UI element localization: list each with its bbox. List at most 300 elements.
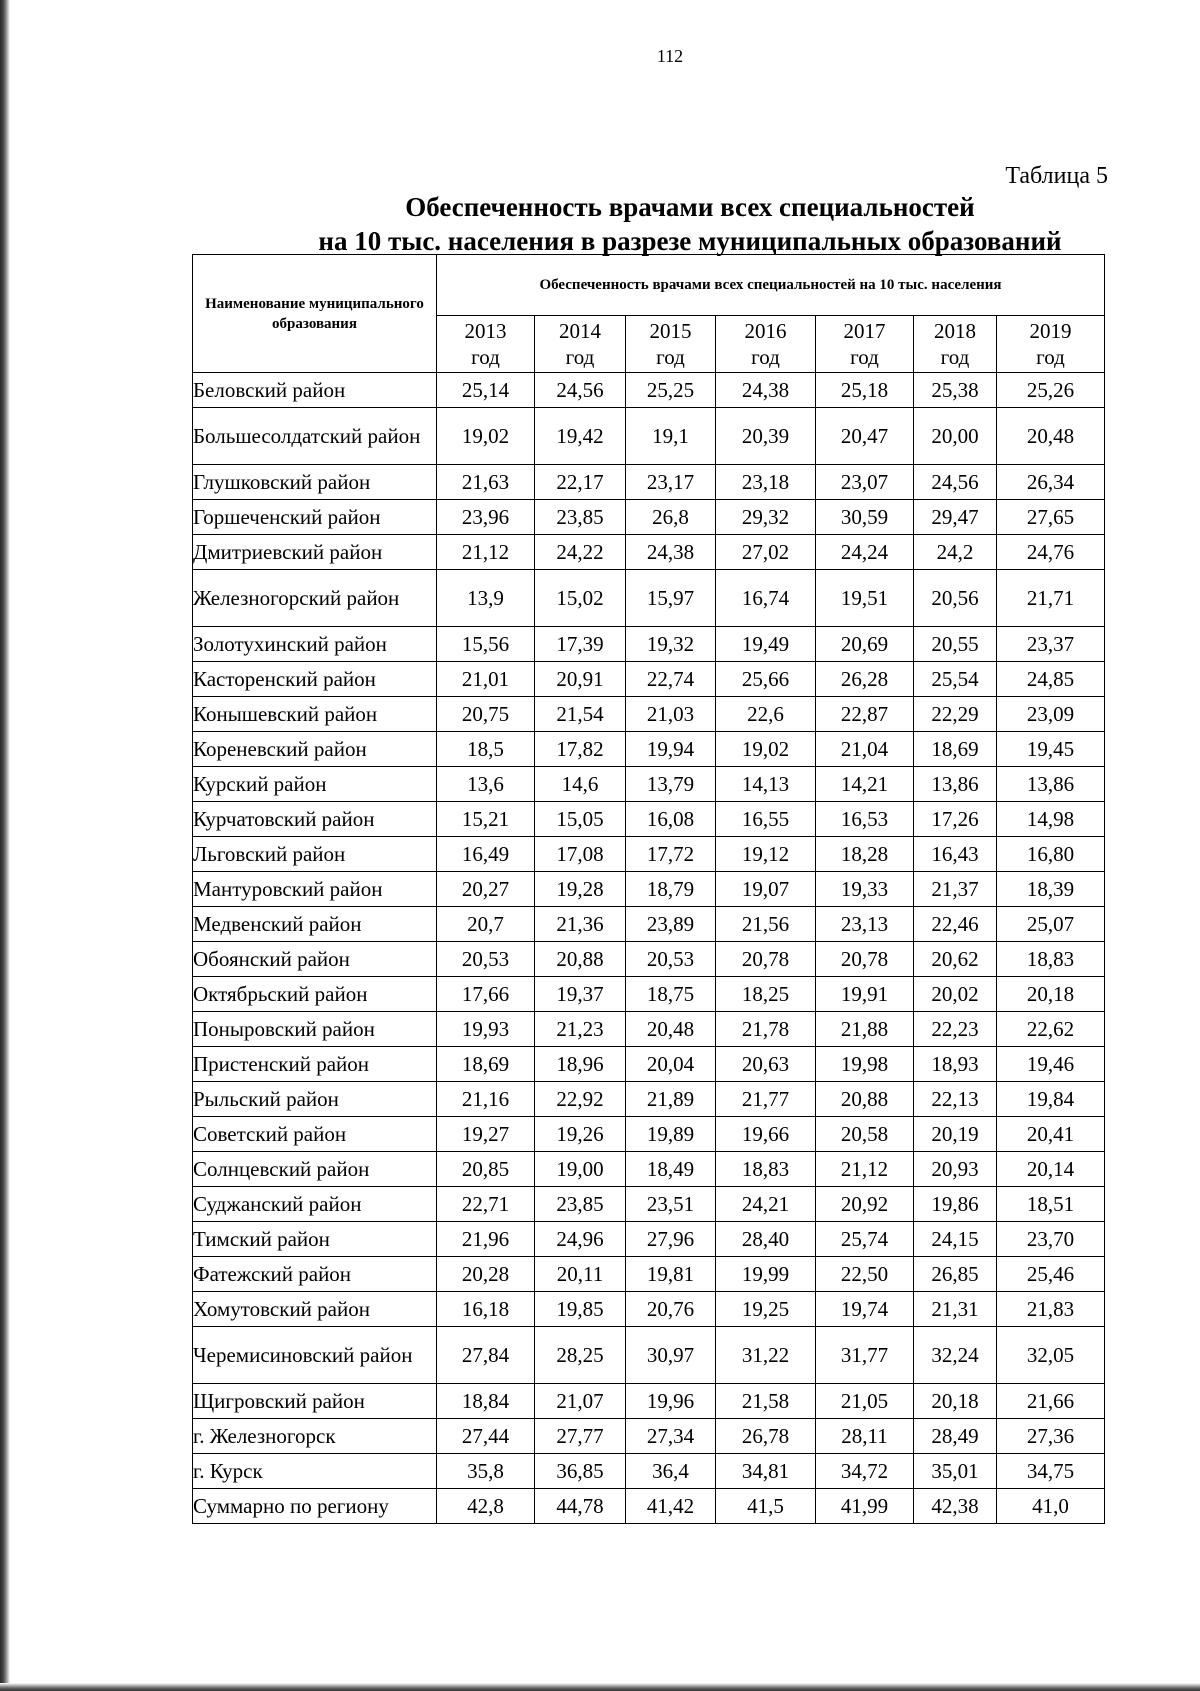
value-cell: 17,39 bbox=[535, 627, 626, 662]
municipality-name: Тимский район bbox=[193, 1222, 437, 1257]
value-cell: 18,5 bbox=[437, 732, 535, 767]
municipality-name: Рыльский район bbox=[193, 1082, 437, 1117]
year-label: 2015 bbox=[649, 319, 692, 343]
year-header-2015 bbox=[626, 316, 716, 373]
value-cell: 15,21 bbox=[437, 802, 535, 837]
value-cell: 24,96 bbox=[535, 1222, 626, 1257]
municipality-name: Медвенский район bbox=[193, 907, 437, 942]
table-row bbox=[193, 535, 1105, 570]
value-cell: 15,56 bbox=[437, 627, 535, 662]
table-row bbox=[193, 1292, 1105, 1327]
value-cell: 41,5 bbox=[716, 1489, 816, 1524]
value-cell: 26,8 bbox=[626, 500, 716, 535]
value-cell: 20,63 bbox=[716, 1047, 816, 1082]
value-cell: 18,28 bbox=[816, 837, 914, 872]
value-cell: 19,42 bbox=[535, 408, 626, 465]
municipality-name: Черемисиновский район bbox=[193, 1327, 437, 1384]
value-cell: 21,54 bbox=[535, 697, 626, 732]
value-cell: 22,50 bbox=[816, 1257, 914, 1292]
value-cell: 20,56 bbox=[914, 570, 997, 627]
document-title bbox=[240, 190, 1140, 258]
table-body bbox=[193, 373, 1105, 1524]
value-cell: 27,77 bbox=[535, 1419, 626, 1454]
table-row bbox=[193, 1257, 1105, 1292]
municipality-name: Октябрьский район bbox=[193, 977, 437, 1012]
value-cell: 18,75 bbox=[626, 977, 716, 1012]
value-cell: 19,96 bbox=[626, 1384, 716, 1419]
value-cell: 25,46 bbox=[997, 1257, 1105, 1292]
value-cell: 24,56 bbox=[535, 373, 626, 408]
value-cell: 22,13 bbox=[914, 1082, 997, 1117]
value-cell: 16,08 bbox=[626, 802, 716, 837]
value-cell: 20,78 bbox=[816, 942, 914, 977]
value-cell: 24,2 bbox=[914, 535, 997, 570]
value-cell: 19,91 bbox=[816, 977, 914, 1012]
value-cell: 19,74 bbox=[816, 1292, 914, 1327]
value-cell: 21,89 bbox=[626, 1082, 716, 1117]
value-cell: 27,44 bbox=[437, 1419, 535, 1454]
value-cell: 21,37 bbox=[914, 872, 997, 907]
municipality-name: Солнцевский район bbox=[193, 1152, 437, 1187]
municipality-name: г. Курск bbox=[193, 1454, 437, 1489]
municipality-name: Железногорский район bbox=[193, 570, 437, 627]
municipality-name: Поныровский район bbox=[193, 1012, 437, 1047]
value-cell: 19,37 bbox=[535, 977, 626, 1012]
value-cell: 20,75 bbox=[437, 697, 535, 732]
value-cell: 22,46 bbox=[914, 907, 997, 942]
value-cell: 28,40 bbox=[716, 1222, 816, 1257]
year-label: 2018 bbox=[934, 319, 976, 343]
table-row bbox=[193, 500, 1105, 535]
year-suffix: год bbox=[656, 345, 685, 369]
value-cell: 25,66 bbox=[716, 662, 816, 697]
year-header-2013 bbox=[437, 316, 535, 373]
value-cell: 19,84 bbox=[997, 1082, 1105, 1117]
value-cell: 19,89 bbox=[626, 1117, 716, 1152]
value-cell: 14,6 bbox=[535, 767, 626, 802]
value-cell: 15,05 bbox=[535, 802, 626, 837]
value-cell: 29,32 bbox=[716, 500, 816, 535]
value-cell: 34,75 bbox=[997, 1454, 1105, 1489]
value-cell: 25,74 bbox=[816, 1222, 914, 1257]
year-suffix: год bbox=[471, 345, 500, 369]
table-row bbox=[193, 1117, 1105, 1152]
value-cell: 19,99 bbox=[716, 1257, 816, 1292]
value-cell: 23,51 bbox=[626, 1187, 716, 1222]
value-cell: 15,97 bbox=[626, 570, 716, 627]
value-cell: 23,85 bbox=[535, 500, 626, 535]
municipality-name: Курский район bbox=[193, 767, 437, 802]
value-cell: 24,38 bbox=[716, 373, 816, 408]
value-cell: 41,0 bbox=[997, 1489, 1105, 1524]
year-header-2016 bbox=[716, 316, 816, 373]
value-cell: 13,86 bbox=[997, 767, 1105, 802]
value-cell: 34,81 bbox=[716, 1454, 816, 1489]
value-cell: 13,9 bbox=[437, 570, 535, 627]
value-cell: 19,28 bbox=[535, 872, 626, 907]
value-cell: 23,13 bbox=[816, 907, 914, 942]
value-cell: 20,53 bbox=[437, 942, 535, 977]
value-cell: 14,98 bbox=[997, 802, 1105, 837]
value-cell: 36,85 bbox=[535, 1454, 626, 1489]
table-row bbox=[193, 570, 1105, 627]
table-row bbox=[193, 697, 1105, 732]
municipality-name: Фатежский район bbox=[193, 1257, 437, 1292]
value-cell: 19,25 bbox=[716, 1292, 816, 1327]
value-cell: 20,88 bbox=[535, 942, 626, 977]
value-cell: 18,84 bbox=[437, 1384, 535, 1419]
value-cell: 20,92 bbox=[816, 1187, 914, 1222]
value-cell: 19,02 bbox=[716, 732, 816, 767]
table-row bbox=[193, 837, 1105, 872]
value-cell: 18,69 bbox=[437, 1047, 535, 1082]
value-cell: 21,36 bbox=[535, 907, 626, 942]
value-cell: 28,11 bbox=[816, 1419, 914, 1454]
value-cell: 35,01 bbox=[914, 1454, 997, 1489]
value-cell: 20,18 bbox=[914, 1384, 997, 1419]
value-cell: 14,13 bbox=[716, 767, 816, 802]
value-cell: 21,66 bbox=[997, 1384, 1105, 1419]
value-cell: 25,25 bbox=[626, 373, 716, 408]
value-cell: 18,49 bbox=[626, 1152, 716, 1187]
value-cell: 44,78 bbox=[535, 1489, 626, 1524]
value-cell: 26,34 bbox=[997, 465, 1105, 500]
value-cell: 19,27 bbox=[437, 1117, 535, 1152]
value-cell: 13,86 bbox=[914, 767, 997, 802]
value-cell: 18,93 bbox=[914, 1047, 997, 1082]
value-cell: 13,79 bbox=[626, 767, 716, 802]
value-cell: 20,48 bbox=[997, 408, 1105, 465]
scan-edge-left bbox=[0, 0, 10, 1691]
value-cell: 19,98 bbox=[816, 1047, 914, 1082]
value-cell: 26,85 bbox=[914, 1257, 997, 1292]
value-cell: 21,23 bbox=[535, 1012, 626, 1047]
table-row bbox=[193, 627, 1105, 662]
value-cell: 21,03 bbox=[626, 697, 716, 732]
value-cell: 42,8 bbox=[437, 1489, 535, 1524]
value-cell: 19,93 bbox=[437, 1012, 535, 1047]
table-row bbox=[193, 1419, 1105, 1454]
value-cell: 20,88 bbox=[816, 1082, 914, 1117]
value-cell: 30,97 bbox=[626, 1327, 716, 1384]
year-suffix: год bbox=[940, 345, 970, 369]
value-cell: 21,63 bbox=[437, 465, 535, 500]
value-cell: 21,58 bbox=[716, 1384, 816, 1419]
table-row bbox=[193, 662, 1105, 697]
value-cell: 21,88 bbox=[816, 1012, 914, 1047]
value-cell: 18,83 bbox=[997, 942, 1105, 977]
municipality-name: Кореневский район bbox=[193, 732, 437, 767]
value-cell: 20,91 bbox=[535, 662, 626, 697]
value-cell: 20,02 bbox=[914, 977, 997, 1012]
year-suffix: год bbox=[565, 345, 595, 369]
value-cell: 20,18 bbox=[997, 977, 1105, 1012]
value-cell: 13,6 bbox=[437, 767, 535, 802]
table-row bbox=[193, 1222, 1105, 1257]
table-row bbox=[193, 1047, 1105, 1082]
value-cell: 20,47 bbox=[816, 408, 914, 465]
value-cell: 21,96 bbox=[437, 1222, 535, 1257]
municipality-name: Беловский район bbox=[193, 373, 437, 408]
value-cell: 18,51 bbox=[997, 1187, 1105, 1222]
value-cell: 17,26 bbox=[914, 802, 997, 837]
table-row bbox=[193, 1082, 1105, 1117]
value-cell: 19,46 bbox=[997, 1047, 1105, 1082]
value-cell: 41,42 bbox=[626, 1489, 716, 1524]
value-cell: 20,41 bbox=[997, 1117, 1105, 1152]
value-cell: 21,78 bbox=[716, 1012, 816, 1047]
value-cell: 21,07 bbox=[535, 1384, 626, 1419]
municipality-name: Льговский район bbox=[193, 837, 437, 872]
value-cell: 23,37 bbox=[997, 627, 1105, 662]
value-cell: 19,02 bbox=[437, 408, 535, 465]
value-cell: 19,49 bbox=[716, 627, 816, 662]
value-cell: 19,32 bbox=[626, 627, 716, 662]
value-cell: 21,04 bbox=[816, 732, 914, 767]
value-cell: 19,45 bbox=[997, 732, 1105, 767]
value-cell: 16,18 bbox=[437, 1292, 535, 1327]
value-cell: 20,76 bbox=[626, 1292, 716, 1327]
value-cell: 19,1 bbox=[626, 408, 716, 465]
value-cell: 21,12 bbox=[437, 535, 535, 570]
value-cell: 20,62 bbox=[914, 942, 997, 977]
value-cell: 17,08 bbox=[535, 837, 626, 872]
municipality-name: Золотухинский район bbox=[193, 627, 437, 662]
value-cell: 20,27 bbox=[437, 872, 535, 907]
municipality-name: Хомутовский район bbox=[193, 1292, 437, 1327]
value-cell: 27,36 bbox=[997, 1419, 1105, 1454]
value-cell: 21,71 bbox=[997, 570, 1105, 627]
value-cell: 24,15 bbox=[914, 1222, 997, 1257]
value-cell: 19,33 bbox=[816, 872, 914, 907]
scan-edge-bottom bbox=[0, 1683, 1200, 1691]
value-cell: 29,47 bbox=[914, 500, 997, 535]
municipality-name: Большесолдатский район bbox=[193, 408, 437, 465]
value-cell: 26,28 bbox=[816, 662, 914, 697]
value-cell: 16,49 bbox=[437, 837, 535, 872]
value-cell: 41,99 bbox=[816, 1489, 914, 1524]
value-cell: 16,74 bbox=[716, 570, 816, 627]
value-cell: 20,28 bbox=[437, 1257, 535, 1292]
table-row bbox=[193, 408, 1105, 465]
value-cell: 19,26 bbox=[535, 1117, 626, 1152]
year-label: 2017 bbox=[843, 319, 886, 343]
value-cell: 32,24 bbox=[914, 1327, 997, 1384]
value-cell: 20,19 bbox=[914, 1117, 997, 1152]
table-row bbox=[193, 977, 1105, 1012]
value-cell: 22,92 bbox=[535, 1082, 626, 1117]
municipality-name: Обоянский район bbox=[193, 942, 437, 977]
year-suffix: год bbox=[751, 345, 780, 369]
value-cell: 14,21 bbox=[816, 767, 914, 802]
value-cell: 23,96 bbox=[437, 500, 535, 535]
year-header-2017 bbox=[816, 316, 914, 373]
municipality-name: Пристенский район bbox=[193, 1047, 437, 1082]
table-row bbox=[193, 1454, 1105, 1489]
year-label: 2013 bbox=[464, 319, 507, 343]
municipality-name: Горшеченский район bbox=[193, 500, 437, 535]
value-cell: 19,66 bbox=[716, 1117, 816, 1152]
title-line-1: Обеспеченность врачами всех специальностей bbox=[405, 192, 975, 222]
value-cell: 20,7 bbox=[437, 907, 535, 942]
table-row bbox=[193, 1489, 1105, 1524]
value-cell: 24,24 bbox=[816, 535, 914, 570]
value-cell: 23,85 bbox=[535, 1187, 626, 1222]
municipality-name: Щигровский район bbox=[193, 1384, 437, 1419]
value-cell: 21,56 bbox=[716, 907, 816, 942]
value-cell: 25,38 bbox=[914, 373, 997, 408]
value-cell: 20,04 bbox=[626, 1047, 716, 1082]
value-cell: 18,25 bbox=[716, 977, 816, 1012]
municipality-name: г. Железногорск bbox=[193, 1419, 437, 1454]
value-cell: 20,00 bbox=[914, 408, 997, 465]
value-cell: 17,66 bbox=[437, 977, 535, 1012]
value-cell: 23,89 bbox=[626, 907, 716, 942]
value-cell: 20,48 bbox=[626, 1012, 716, 1047]
value-cell: 19,07 bbox=[716, 872, 816, 907]
value-cell: 25,26 bbox=[997, 373, 1105, 408]
table-row bbox=[193, 767, 1105, 802]
year-label: 2014 bbox=[559, 319, 601, 343]
year-header-2018 bbox=[914, 316, 997, 373]
table-caption: Таблица 5 bbox=[1005, 163, 1108, 189]
value-cell: 42,38 bbox=[914, 1489, 997, 1524]
value-cell: 21,16 bbox=[437, 1082, 535, 1117]
value-cell: 24,76 bbox=[997, 535, 1105, 570]
value-cell: 18,69 bbox=[914, 732, 997, 767]
value-cell: 16,55 bbox=[716, 802, 816, 837]
value-cell: 22,74 bbox=[626, 662, 716, 697]
year-suffix: год bbox=[1036, 345, 1065, 369]
value-cell: 34,72 bbox=[816, 1454, 914, 1489]
value-cell: 20,11 bbox=[535, 1257, 626, 1292]
table-row bbox=[193, 465, 1105, 500]
table-row bbox=[193, 907, 1105, 942]
value-cell: 22,71 bbox=[437, 1187, 535, 1222]
value-cell: 31,22 bbox=[716, 1327, 816, 1384]
municipality-name: Суджанский район bbox=[193, 1187, 437, 1222]
table-row bbox=[193, 732, 1105, 767]
year-label: 2016 bbox=[744, 319, 787, 343]
value-cell: 19,86 bbox=[914, 1187, 997, 1222]
value-cell: 36,4 bbox=[626, 1454, 716, 1489]
year-suffix: год bbox=[850, 345, 879, 369]
table-row bbox=[193, 1327, 1105, 1384]
value-cell: 19,94 bbox=[626, 732, 716, 767]
value-cell: 21,83 bbox=[997, 1292, 1105, 1327]
value-cell: 24,38 bbox=[626, 535, 716, 570]
value-cell: 26,78 bbox=[716, 1419, 816, 1454]
page-number: 112 bbox=[656, 46, 684, 66]
value-cell: 22,23 bbox=[914, 1012, 997, 1047]
value-cell: 20,78 bbox=[716, 942, 816, 977]
table-row bbox=[193, 802, 1105, 837]
value-cell: 23,17 bbox=[626, 465, 716, 500]
value-cell: 27,65 bbox=[997, 500, 1105, 535]
value-cell: 20,69 bbox=[816, 627, 914, 662]
value-cell: 16,80 bbox=[997, 837, 1105, 872]
value-cell: 15,02 bbox=[535, 570, 626, 627]
year-header-2014 bbox=[535, 316, 626, 373]
municipality-name: Суммарно по региону bbox=[193, 1489, 437, 1524]
value-cell: 21,31 bbox=[914, 1292, 997, 1327]
municipality-name: Советский район bbox=[193, 1117, 437, 1152]
value-cell: 22,17 bbox=[535, 465, 626, 500]
value-cell: 32,05 bbox=[997, 1327, 1105, 1384]
value-cell: 35,8 bbox=[437, 1454, 535, 1489]
value-cell: 21,01 bbox=[437, 662, 535, 697]
value-cell: 16,43 bbox=[914, 837, 997, 872]
table-row bbox=[193, 872, 1105, 907]
year-header-2019 bbox=[997, 316, 1105, 373]
value-cell: 25,14 bbox=[437, 373, 535, 408]
table-row bbox=[193, 1384, 1105, 1419]
value-cell: 18,83 bbox=[716, 1152, 816, 1187]
municipality-name: Глушковский район bbox=[193, 465, 437, 500]
municipality-name: Конышевский район bbox=[193, 697, 437, 732]
header-indicator: Обеспеченность врачами всех специальностей на 10 тыс. населения bbox=[437, 255, 1105, 316]
value-cell: 27,02 bbox=[716, 535, 816, 570]
value-cell: 20,14 bbox=[997, 1152, 1105, 1187]
municipality-name: Касторенский район bbox=[193, 662, 437, 697]
table-row bbox=[193, 1152, 1105, 1187]
value-cell: 28,49 bbox=[914, 1419, 997, 1454]
value-cell: 23,70 bbox=[997, 1222, 1105, 1257]
value-cell: 27,34 bbox=[626, 1419, 716, 1454]
value-cell: 18,96 bbox=[535, 1047, 626, 1082]
table-row bbox=[193, 1012, 1105, 1047]
municipality-name: Курчатовский район bbox=[193, 802, 437, 837]
value-cell: 31,77 bbox=[816, 1327, 914, 1384]
value-cell: 17,82 bbox=[535, 732, 626, 767]
value-cell: 24,21 bbox=[716, 1187, 816, 1222]
value-cell: 23,07 bbox=[816, 465, 914, 500]
value-cell: 22,87 bbox=[816, 697, 914, 732]
municipality-name: Мантуровский район bbox=[193, 872, 437, 907]
value-cell: 27,84 bbox=[437, 1327, 535, 1384]
value-cell: 16,53 bbox=[816, 802, 914, 837]
table-row bbox=[193, 1187, 1105, 1222]
value-cell: 25,07 bbox=[997, 907, 1105, 942]
value-cell: 22,6 bbox=[716, 697, 816, 732]
table-row bbox=[193, 373, 1105, 408]
value-cell: 21,77 bbox=[716, 1082, 816, 1117]
value-cell: 22,62 bbox=[997, 1012, 1105, 1047]
value-cell: 20,39 bbox=[716, 408, 816, 465]
value-cell: 20,53 bbox=[626, 942, 716, 977]
value-cell: 20,93 bbox=[914, 1152, 997, 1187]
value-cell: 24,56 bbox=[914, 465, 997, 500]
value-cell: 24,22 bbox=[535, 535, 626, 570]
value-cell: 23,18 bbox=[716, 465, 816, 500]
value-cell: 18,79 bbox=[626, 872, 716, 907]
value-cell: 20,85 bbox=[437, 1152, 535, 1187]
value-cell: 21,12 bbox=[816, 1152, 914, 1187]
value-cell: 17,72 bbox=[626, 837, 716, 872]
value-cell: 19,85 bbox=[535, 1292, 626, 1327]
value-cell: 22,29 bbox=[914, 697, 997, 732]
value-cell: 30,59 bbox=[816, 500, 914, 535]
value-cell: 18,39 bbox=[997, 872, 1105, 907]
title-line-2: на 10 тыс. населения в разрезе муниципальных образований bbox=[318, 226, 1062, 256]
value-cell: 20,58 bbox=[816, 1117, 914, 1152]
value-cell: 19,51 bbox=[816, 570, 914, 627]
table-row bbox=[193, 942, 1105, 977]
value-cell: 21,05 bbox=[816, 1384, 914, 1419]
value-cell: 19,81 bbox=[626, 1257, 716, 1292]
value-cell: 25,54 bbox=[914, 662, 997, 697]
value-cell: 23,09 bbox=[997, 697, 1105, 732]
